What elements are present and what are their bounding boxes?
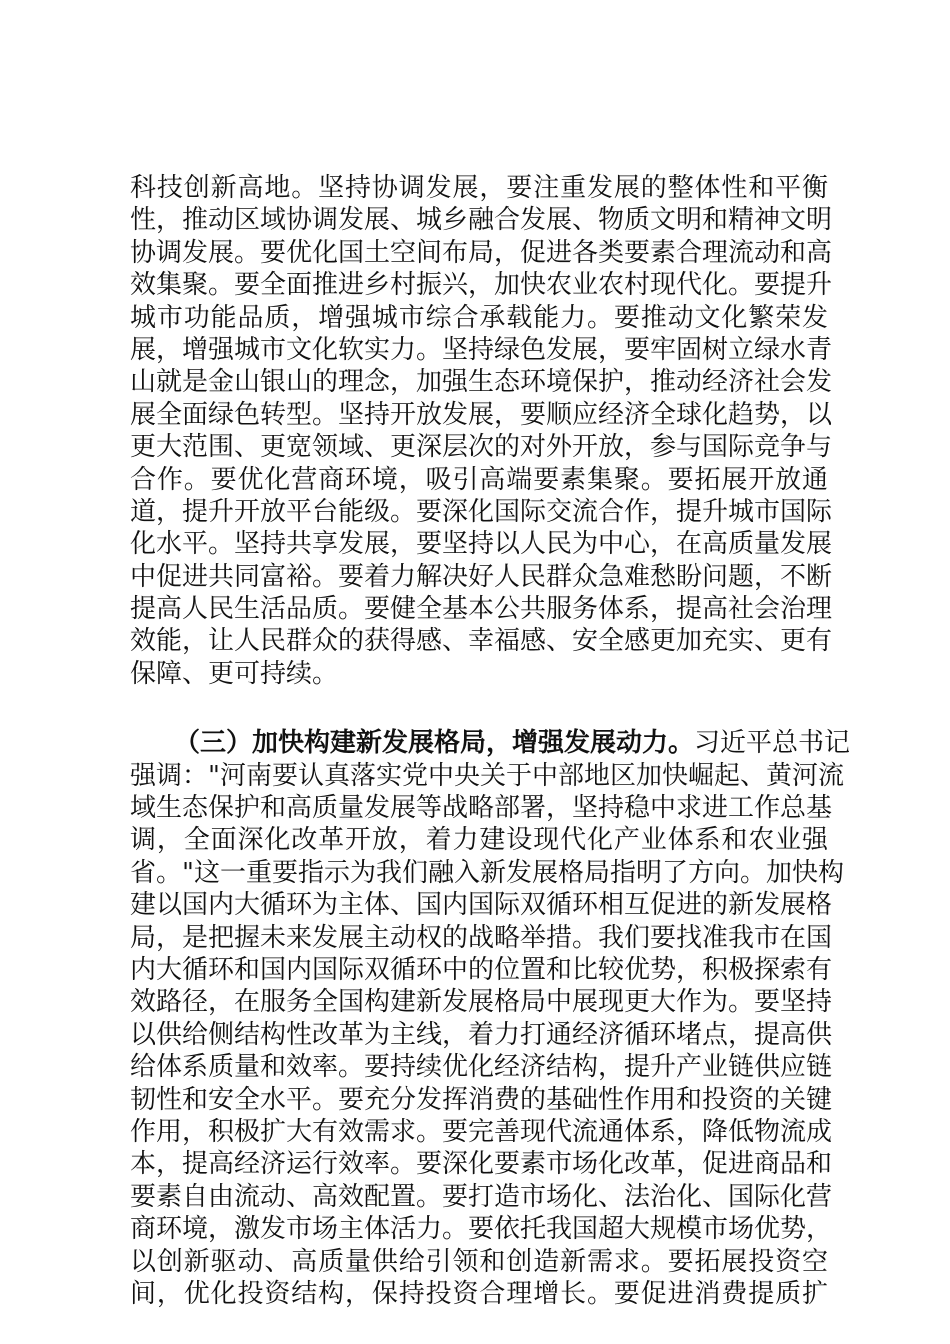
paragraph-2-line: 强调："河南要认真落实党中央关于中部地区加快崛起、黄河流 bbox=[130, 760, 844, 791]
paragraph-2 bbox=[130, 727, 851, 1310]
paragraph-2-line: 调，全面深化改革开放，着力建设现代化产业体系和农业强 bbox=[130, 825, 828, 856]
paragraph-1-line: 化水平。坚持共享发展，要坚持以人民为中心，在高质量发展 bbox=[130, 529, 833, 560]
paragraph-1-line: 协调发展。要优化国土空间布局，促进各类要素合理流动和高 bbox=[130, 237, 833, 268]
paragraph-2-line: 以创新驱动、高质量供给引领和创造新需求。要拓展投资空 bbox=[130, 1246, 828, 1277]
paragraph-1-line: 提高人民生活品质。要健全基本公共服务体系，提高社会治理 bbox=[130, 594, 833, 625]
paragraph-1-line: 效集聚。要全面推进乡村振兴，加快农业农村现代化。要提升 bbox=[130, 270, 833, 301]
paragraph-1-line: 中促进共同富裕。要着力解决好人民群众急难愁盼问题，不断 bbox=[130, 561, 833, 592]
paragraph-2-line: 以供给侧结构性改革为主线，着力打通经济循环堵点，提高供 bbox=[130, 1019, 833, 1050]
paragraph-spacer bbox=[130, 690, 828, 727]
paragraph-2-line: 商环境，激发市场主体活力。要依托我国超大规模市场优势， bbox=[130, 1214, 833, 1245]
section-heading: （三）加快构建新发展格局，增强发展动力。 bbox=[174, 728, 695, 759]
paragraph-1-line: 科技创新高地。坚持协调发展，要注重发展的整体性和平衡 bbox=[130, 173, 828, 203]
paragraph-1-line: 更大范围、更宽领域、更深层次的对外开放，参与国际竞争与 bbox=[130, 432, 833, 463]
paragraph-2-line: 局，是把握未来发展主动权的战略举措。我们要找准我市在国 bbox=[130, 922, 833, 953]
paragraph-2-line: 内大循环和国内国际双循环中的位置和比较优势，积极探索有 bbox=[130, 954, 833, 985]
paragraph-2-line: 给体系质量和效率。要持续优化经济结构，提升产业链供应链 bbox=[130, 1052, 833, 1083]
paragraph-1-line: 道，提升开放平台能级。要深化国际交流合作，提升城市国际 bbox=[130, 496, 833, 527]
paragraph-1-line: 展全面绿色转型。坚持开放发展，要顺应经济全球化趋势，以 bbox=[130, 399, 833, 430]
paragraph-2-line: 本，提高经济运行效率。要深化要素市场化改革，促进商品和 bbox=[130, 1149, 833, 1180]
paragraph-2-line: 效路径，在服务全国构建新发展格局中展现更大作为。要坚持 bbox=[130, 987, 833, 1018]
paragraph-2-line: 作用，积极扩大有效需求。要完善现代流通体系，降低物流成 bbox=[130, 1116, 833, 1147]
paragraph-2-line: 建以国内大循环为主体、国内国际双循环相互促进的新发展格 bbox=[130, 890, 833, 921]
paragraph-2-line: 域生态保护和高质量发展等战略部署，坚持稳中求进工作总基 bbox=[130, 793, 833, 824]
paragraph-2-line: 韧性和安全水平。要充分发挥消费的基础性作用和投资的关键 bbox=[130, 1084, 833, 1115]
paragraph-1 bbox=[130, 172, 833, 690]
document-page bbox=[130, 172, 851, 1310]
paragraph-2-line: 要素自由流动、高效配置。要打造市场化、法治化、国际化营 bbox=[130, 1181, 833, 1212]
paragraph-2-line: 间，优化投资结构，保持投资合理增长。要促进消费提质扩 bbox=[130, 1278, 828, 1309]
paragraph-1-line: 性，推动区域协调发展、城乡融合发展、物质文明和精神文明 bbox=[130, 205, 833, 236]
paragraph-2-first-line bbox=[130, 727, 851, 759]
paragraph-1-line: 城市功能品质，增强城市综合承载能力。要推动文化繁荣发 bbox=[130, 302, 828, 333]
paragraph-1-line: 展，增强城市文化软实力。坚持绿色发展，要牢固树立绿水青 bbox=[130, 334, 833, 365]
paragraph-2-line: 省。"这一重要指示为我们融入新发展格局指明了方向。加快构 bbox=[130, 857, 844, 888]
paragraph-2-lead-text: 习近平总书记 bbox=[694, 728, 851, 759]
paragraph-1-line: 效能，让人民群众的获得感、幸福感、安全感更加充实、更有 bbox=[130, 626, 833, 657]
paragraph-1-line: 合作。要优化营商环境，吸引高端要素集聚。要拓展开放通 bbox=[130, 464, 828, 495]
paragraph-1-line: 保障、更可持续。 bbox=[130, 658, 339, 689]
paragraph-1-line: 山就是金山银山的理念，加强生态环境保护，推动经济社会发 bbox=[130, 367, 833, 398]
